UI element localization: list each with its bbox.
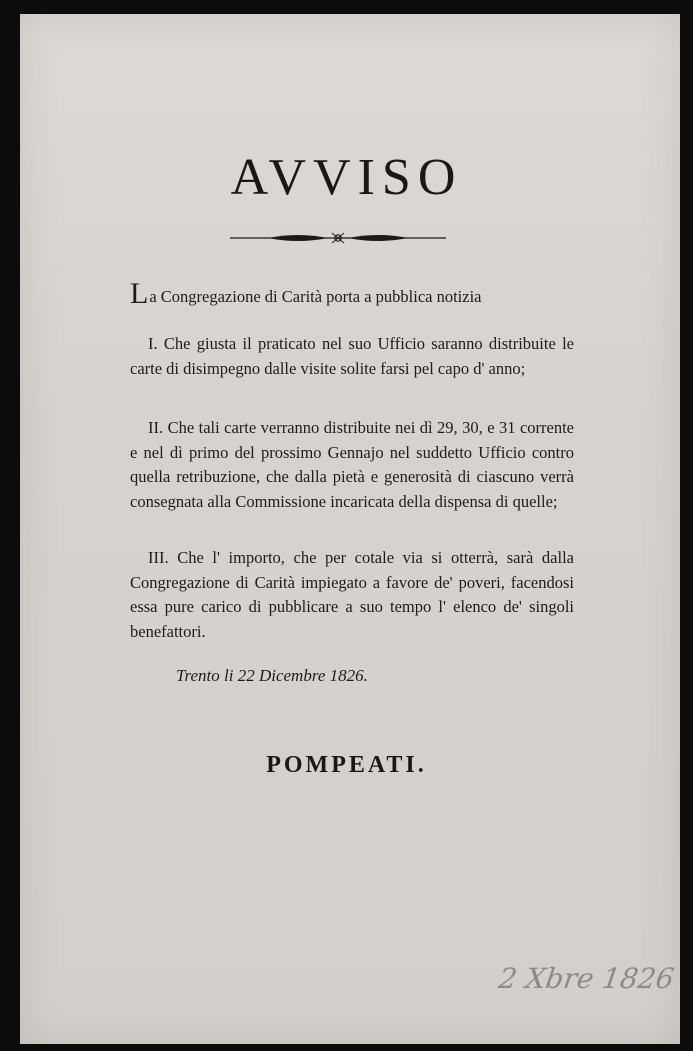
- item-one: I. Che giusta il praticato nel suo Ufficio saranno distribuite le carte di disimpegno dalle visite solite farsi pel capo d' anno;: [130, 334, 574, 378]
- notice-title: AVVISO: [230, 149, 463, 206]
- item-three: III. Che l' importo, che per cotale via si otterrà, sarà dalla Congregazione di Carità impiegato a favore de' poveri, facendosi essa pure carico di pubblicare a suo tempo l' elenco de' singoli benefattori.: [130, 548, 574, 641]
- dateline: Trento li 22 Dicembre 1826.: [176, 666, 368, 685]
- handwritten-pencil-date: [496, 958, 677, 998]
- drop-cap: L: [130, 277, 149, 310]
- handwritten-date-text: 2 Xbre 1826: [496, 962, 677, 995]
- decorative-rule-ornament: [228, 230, 448, 246]
- signature: POMPEATI.: [266, 752, 427, 778]
- intro-paragraph: [130, 277, 574, 310]
- intro-text: a Congregazione di Carità porta a pubblica notizia: [149, 287, 482, 306]
- item-two: II. Che tali carte verranno distribuite nei dì 29, 30, e 31 corrente e nel dì primo del prossimo Gennajo nel suddetto Ufficio contro quella retribuzione, che dalla pietà e generosità di ciascuno verrà consegnata alla Commissione incaricata della dispensa di quelle;: [130, 418, 574, 511]
